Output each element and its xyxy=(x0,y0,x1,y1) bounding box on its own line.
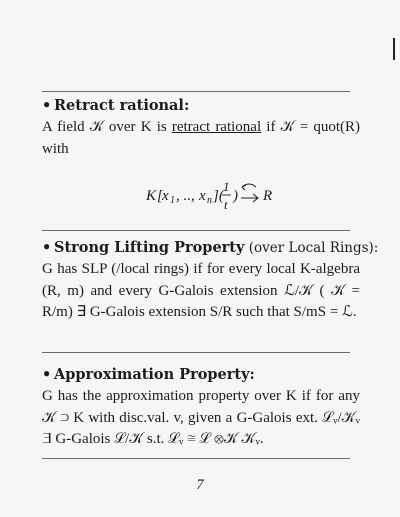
heading-note: (over Local Rings): xyxy=(244,240,379,256)
svg-text:K: K xyxy=(146,188,157,204)
page-number: 7 xyxy=(196,477,204,493)
section-retract-rational xyxy=(42,97,360,160)
svg-text:t: t xyxy=(224,197,228,212)
svg-text:, ..,: , .., xyxy=(176,188,195,204)
definition-text: G has the approximation property over K if for any 𝒦 ⊃ K with disc.val. v, given a G-Galois ext. ℒᵥ/𝒦ᵥ ∃ G-Galois ℒ/𝒦 s.t. ℒᵥ ≅ ℒ ⊗𝒦 𝒦ᵥ. xyxy=(42,388,360,447)
bullet-icon: • xyxy=(42,97,52,114)
section-heading xyxy=(42,97,360,115)
definition-text-end: if 𝒦 = quot(R) with xyxy=(42,119,360,157)
section-divider xyxy=(42,230,350,231)
definition-text xyxy=(42,117,360,160)
section-approximation xyxy=(42,366,360,451)
section-heading xyxy=(42,366,360,384)
section-divider xyxy=(42,91,350,92)
svg-text:x: x xyxy=(162,188,169,204)
svg-text:n: n xyxy=(207,195,212,206)
svg-text:x: x xyxy=(199,188,206,204)
formula-graphic xyxy=(42,172,360,216)
svg-text:1: 1 xyxy=(223,179,230,194)
heading-title: Retract rational: xyxy=(54,97,190,114)
svg-text:1: 1 xyxy=(170,195,175,206)
section-divider xyxy=(42,458,350,459)
margin-mark xyxy=(393,38,395,60)
definition-text: G has SLP (/local rings) if for every local K-algebra (R, m) and every G-Galois extension ℒ/𝒦 ( 𝒦 = R/m) ∃ G-Galois extension S/R such that S/mS = ℒ. xyxy=(42,261,360,320)
section-strong-lifting xyxy=(42,239,379,324)
svg-text:): ) xyxy=(233,188,238,204)
display-formula xyxy=(42,172,360,221)
bullet-icon: • xyxy=(42,239,52,256)
svg-text:](: ]( xyxy=(213,188,224,204)
svg-text:R: R xyxy=(263,188,273,204)
heading-title: Strong Lifting Property xyxy=(54,239,245,256)
definition-text-start: A field 𝒦 over K is xyxy=(42,119,172,135)
svg-text:[: [ xyxy=(157,188,163,204)
heading-title: Approximation Property: xyxy=(54,366,255,383)
section-divider xyxy=(42,352,350,353)
defined-term: retract rational xyxy=(171,119,262,135)
bullet-icon: • xyxy=(42,366,52,383)
section-heading xyxy=(42,239,379,257)
